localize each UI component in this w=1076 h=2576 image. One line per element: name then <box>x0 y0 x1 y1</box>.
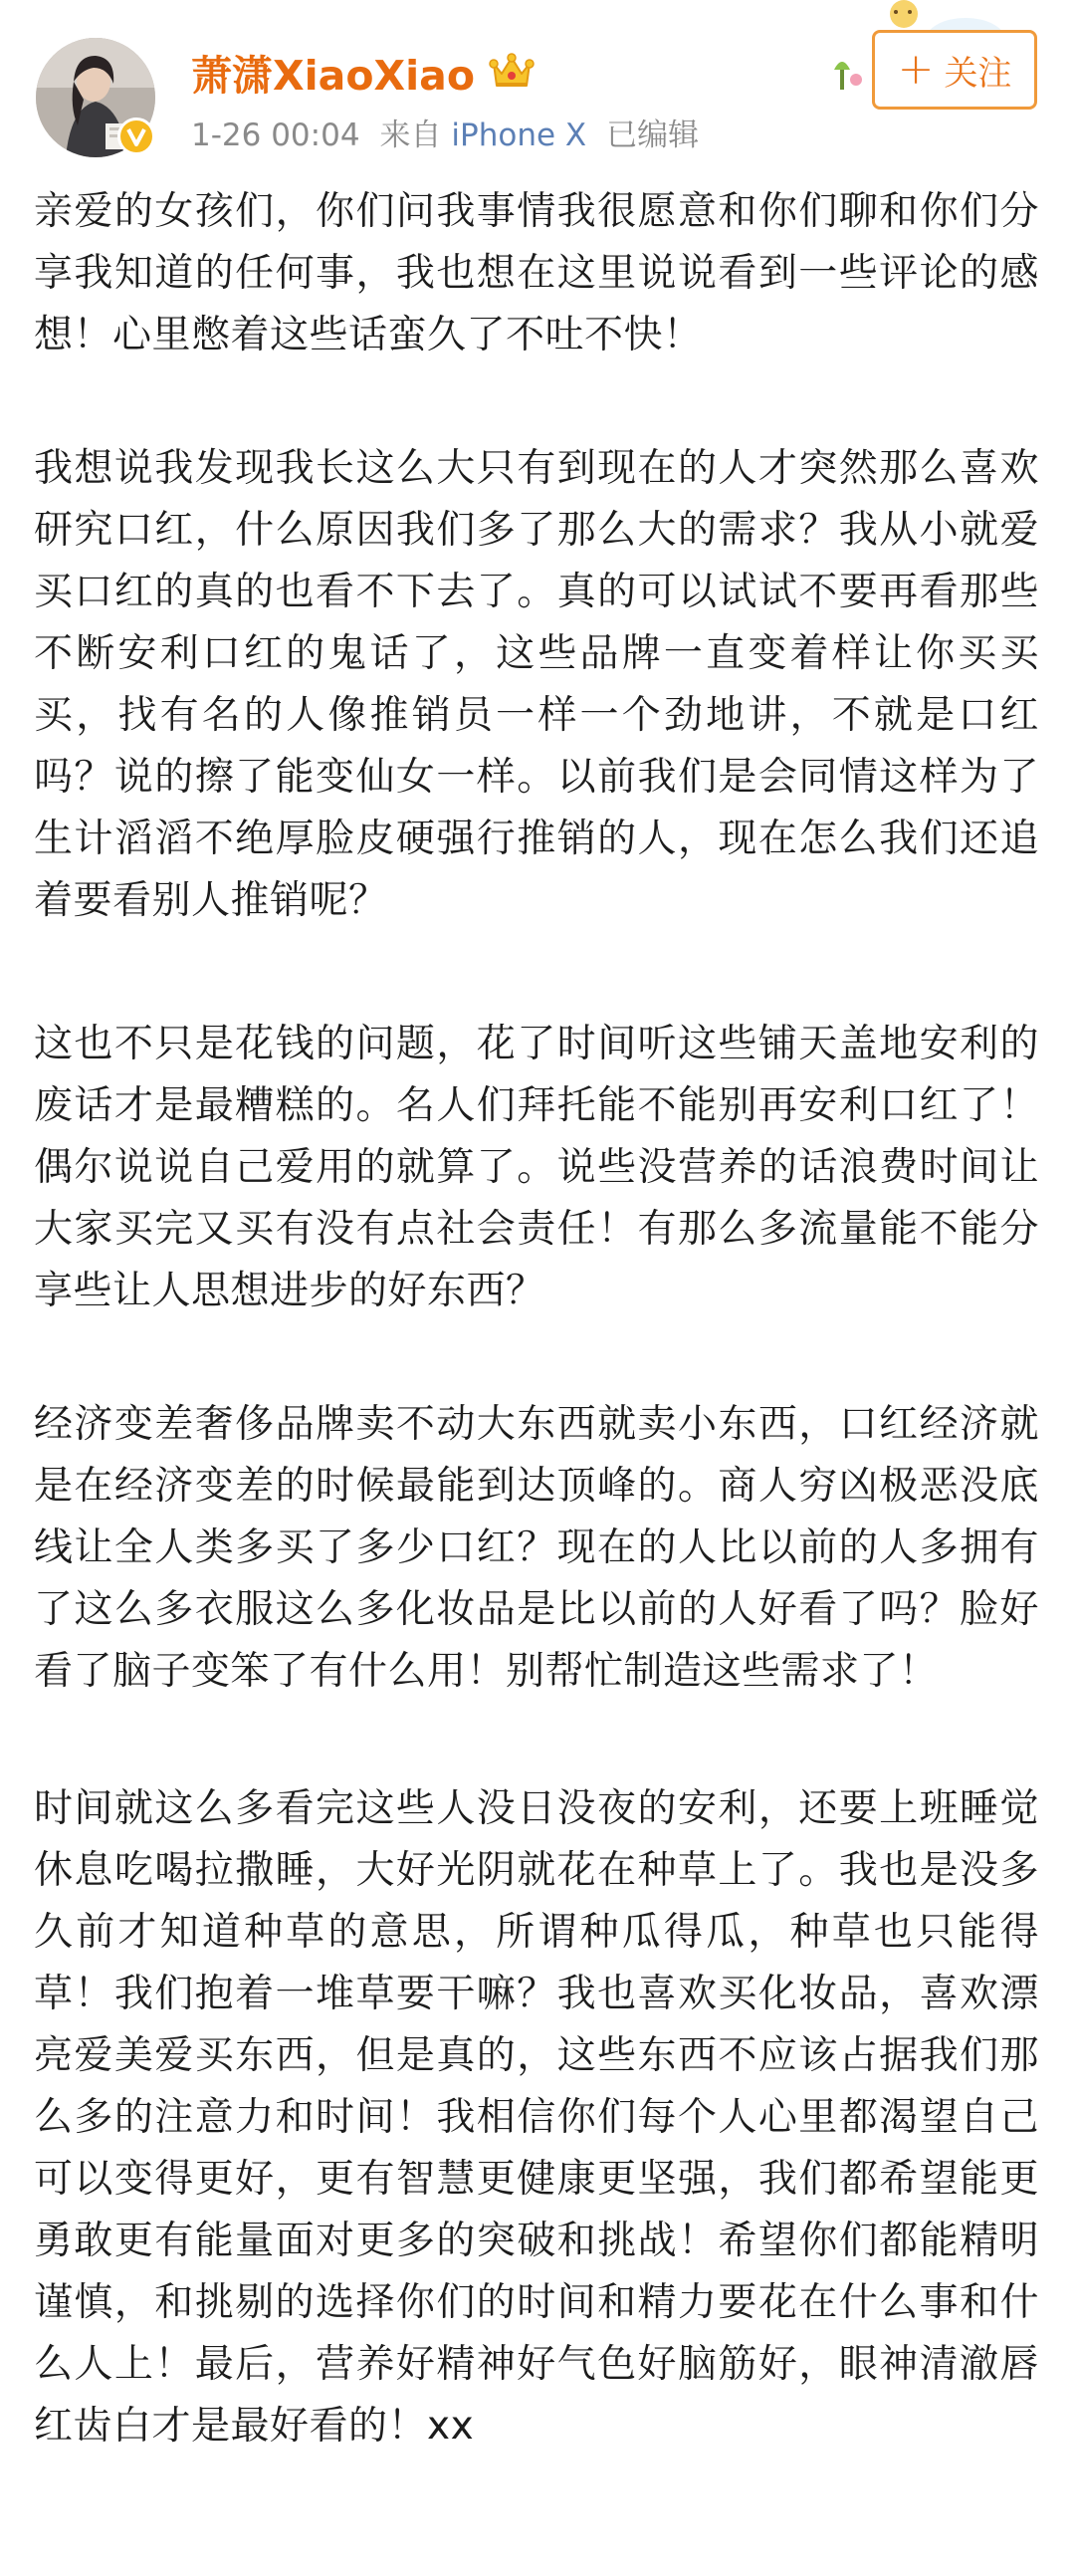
post-header <box>0 0 1076 174</box>
post-paragraph-4: 经济变差奢侈品牌卖不动大东西就卖小东西，口红经济就是在经济变差的时候最能到达顶峰的。商人穷凶极恶没底线让全人类多买了多少口红？现在的人比以前的人多拥有了这么多衣服这么多化妆品是比以前的人好看了吗？脸好看了脑子变笨了有什么用！别帮忙制造这些需求了！ <box>34 1402 1039 1694</box>
follow-button-label: 关注 <box>944 53 1012 94</box>
source-prefix: 来自 <box>379 117 442 153</box>
username[interactable]: 萧潇XiaoXiao <box>191 51 475 100</box>
post-paragraph-3: 这也不只是花钱的问题，花了时间听这些铺天盖地安利的废话才是最糟糕的。名人们拜托能不能别再安利口红了！偶尔说说自己爱用的就算了。说些没营养的话浪费时间让大家买完又买有没有点社会责任！有那么多流量能不能分享些让人思想进步的好东西？ <box>34 1022 1039 1313</box>
post-paragraph-5: 时间就这么多看完这些人没日没夜的安利，还要上班睡觉休息吃喝拉撒睡，大好光阴就花在种草上了。我也是没多久前才知道种草的意思，所谓种瓜得瓜，种草也只能得草！我们抱着一堆草要干嘛？我也喜欢买化妆品，喜欢漂亮爱美爱买东西，但是真的，这些东西不应该占据我们那么多的注意力和时间！我相信你们每个人心里都渴望自己可以变得更好，更有智慧更健康更坚强，我们都希望能更勇敢更有能量面对更多的突破和挑战！希望你们都能精明谨慎，和挑剔的选择你们的时间和精力要花在什么事和什么人上！最后，营养好精神好气色好脑筋好，眼神清澈唇红齿白才是最好看的！xx <box>34 1786 1039 2449</box>
edited-label[interactable]: 已编辑 <box>606 117 700 153</box>
follow-button[interactable] <box>872 30 1037 110</box>
verified-badge-icon <box>117 117 155 155</box>
post-paragraph-1: 亲爱的女孩们，你们问我事情我很愿意和你们聊和你们分享我知道的任何事，我也想在这里说说看到一些评论的感想！心里憋着这些话蛮久了不吐不快！ <box>34 189 1039 357</box>
plus-icon: + <box>897 44 935 95</box>
post-paragraph-2: 我想说我发现我长这么大只有到现在的人才突然那么喜欢研究口红，什么原因我们多了那么大的需求？我从小就爱买口红的真的也看不下去了。真的可以试试不要再看那些不断安利口红的鬼话了，这些品牌一直变着样让你买买买，找有名的人像推销员一样一个劲地讲，不就是口红吗？说的擦了能变仙女一样。以前我们是会同情这样为了生计滔滔不绝厚脸皮硬强行推销的人，现在怎么我们还追着要看别人推销呢？ <box>34 446 1039 923</box>
crown-icon <box>489 52 535 92</box>
source-device[interactable]: iPhone X <box>451 117 587 153</box>
post-meta <box>191 110 699 154</box>
username-row <box>191 42 535 102</box>
post-time: 1-26 00:04 <box>191 117 360 153</box>
